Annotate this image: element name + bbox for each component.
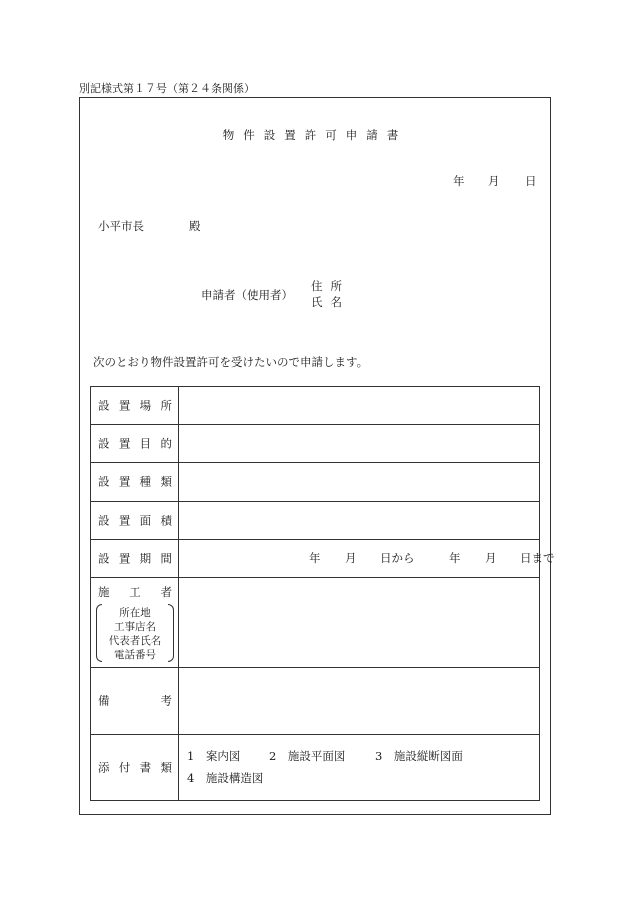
table-row-remarks [91,668,539,735]
intro-statement: 次のとおり物件設置許可を受けたいので申請します。 [93,355,369,369]
table-row-type [91,463,539,502]
row-label-cell [91,387,179,424]
applicant-address-label: 住所 [311,279,350,293]
application-table [90,386,555,801]
table-row-purpose [91,425,539,463]
period-end-month: 月 [485,551,497,565]
date-month-label: 月 [488,174,500,188]
table-row-location [91,387,539,425]
period-value-cell[interactable] [179,540,555,577]
date-day-label: 日 [525,174,537,188]
row-label-type: 設置種類 [98,474,172,489]
table-row-attachments [91,735,539,800]
row-label-attachments: 添付書類 [98,759,172,774]
attachment-item: 1 案内図 [187,749,241,763]
attachment-item: 3 施設縦断図面 [375,749,463,763]
row-label-cell [91,502,179,539]
table-row-area [91,502,539,540]
contractor-sub-company: 工事店名 [114,621,156,633]
period-start-day: 日から [380,551,415,565]
attachments-value-cell [179,735,539,800]
row-label-cell [91,463,179,501]
row-label-cell [91,735,179,800]
row-label-area: 設置面積 [98,512,172,527]
row-label-cell [91,425,179,462]
period-start-month: 月 [345,551,357,565]
contractor-sub-phone: 電話番号 [114,649,156,661]
row-label-period: 設置期間 [98,550,172,565]
period-end-year: 年 [449,551,461,565]
row-label-cell [91,540,179,577]
location-value-cell[interactable] [179,387,539,424]
row-label-purpose: 設置目的 [98,435,172,450]
row-label-cell [91,578,179,667]
area-value-cell[interactable] [179,502,539,539]
purpose-value-cell[interactable] [179,425,539,462]
applicant-name-label: 氏名 [311,295,350,309]
contractor-value-cell[interactable] [179,578,539,667]
honorific: 殿 [189,219,201,233]
contractor-sub-representative: 代表者氏名 [108,635,162,647]
right-bracket [168,604,174,662]
row-label-remarks: 備考 [98,693,172,708]
contractor-details-bracket [96,604,174,662]
form-title: 物件設置許可申請書 [222,128,408,142]
row-label-cell [91,668,179,734]
date-year-label: 年 [453,174,465,188]
type-value-cell[interactable] [179,463,539,501]
table-row-period [91,540,555,578]
attachment-item: 4 施設構造図 [187,771,264,785]
form-reference-number: 別記様式第１７号（第２４条関係） [79,82,255,95]
row-label-location: 設置場所 [98,397,172,412]
remarks-value-cell[interactable] [179,668,539,734]
period-start-year: 年 [309,551,321,565]
table-row-contractor [91,578,539,668]
contractor-sub-address: 所在地 [119,607,151,619]
period-end-day: 日まで [520,551,555,565]
attachment-item: 2 施設平面図 [269,749,346,763]
left-bracket [96,604,102,662]
addressee: 小平市長 [98,219,144,233]
row-label-contractor: 施工者 [98,585,172,599]
applicant-label: 申請者（使用者） [201,288,293,302]
